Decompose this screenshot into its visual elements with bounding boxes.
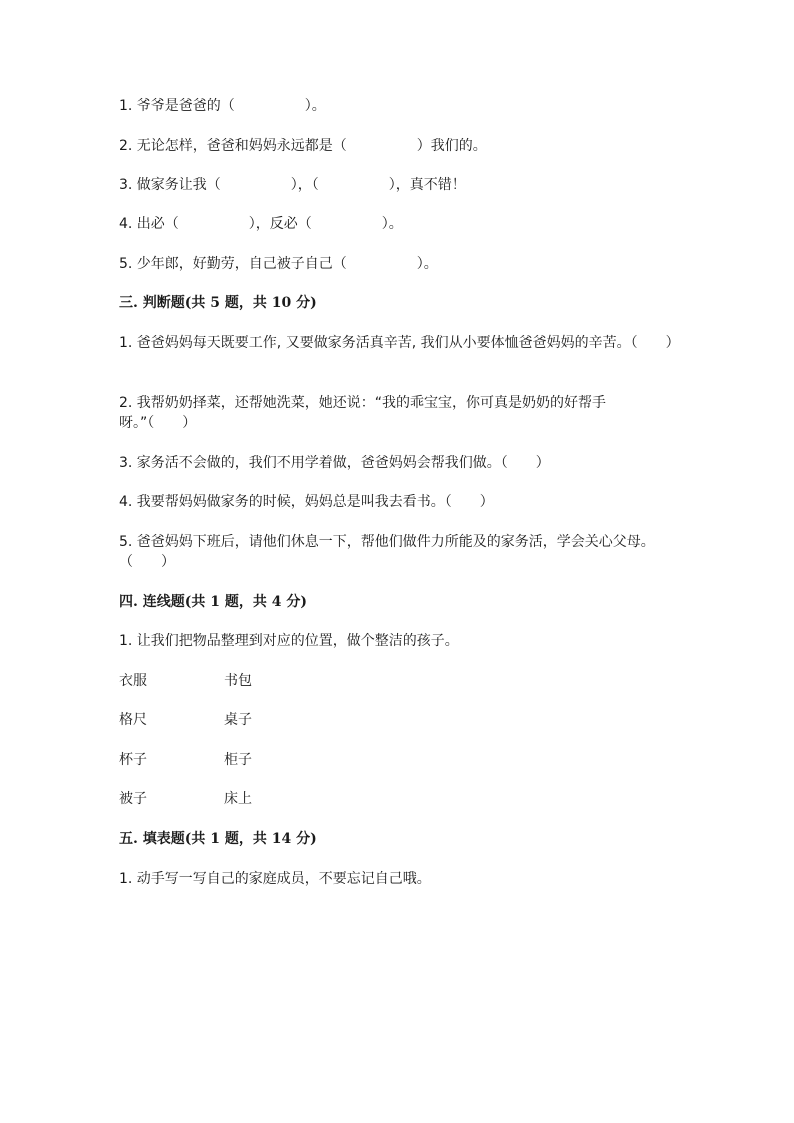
section-heading-matching: 四. 连线题(共 1 题，共 4 分): [119, 594, 307, 610]
section-heading-true-false: 三. 判断题(共 5 题，共 10 分): [119, 295, 317, 311]
fill-blank-question: 5. 少年郎，好勤劳，自己被子自己（ ）。: [119, 256, 438, 272]
fill-blank-question: 4. 出必（ ），反必（ ）。: [119, 216, 403, 232]
matching-left-item: 杯子: [119, 752, 147, 768]
matching-left-item: 格尺: [119, 712, 147, 728]
table-question: 1. 动手写一写自己的家庭成员，不要忘记自己哦。: [119, 871, 431, 887]
matching-question: 1. 让我们把物品整理到对应的位置，做个整洁的孩子。: [119, 633, 459, 649]
matching-right-item: 桌子: [224, 712, 252, 728]
fill-blank-question: 3. 做家务让我（ ），（ ），真不错！: [119, 177, 466, 193]
section-heading-table: 五. 填表题(共 1 题，共 14 分): [119, 831, 317, 847]
true-false-question: 4. 我要帮妈妈做家务的时候，妈妈总是叫我去看书。（ ）: [119, 494, 494, 510]
matching-right-item: 柜子: [224, 752, 252, 768]
true-false-question: 2. 我帮奶奶择菜，还帮她洗菜，她还说：“我的乖宝宝，你可真是奶奶的好帮手呀。”（ ）: [119, 395, 607, 431]
fill-blank-question: 2. 无论怎样，爸爸和妈妈永远都是（ ）我们的。: [119, 138, 487, 154]
matching-right-item: 床上: [224, 791, 252, 807]
matching-left-item: 被子: [119, 791, 147, 807]
matching-row: [119, 710, 676, 730]
matching-right-item: 书包: [224, 673, 252, 689]
fill-blank-question: 1. 爷爷是爸爸的（ ）。: [119, 98, 326, 114]
true-false-question: 1. 爸爸妈妈每天既要工作, 又要做家务活真辛苦, 我们从小要体恤爸爸妈妈的辛苦。（ ）: [119, 335, 680, 351]
matching-left-item: 衣服: [119, 673, 147, 689]
true-false-question: 5. 爸爸妈妈下班后，请他们休息一下，帮他们做件力所能及的家务活，学会关心父母。（ ）: [119, 534, 655, 570]
matching-row: [119, 789, 676, 809]
true-false-question: 3. 家务活不会做的，我们不用学着做，爸爸妈妈会帮我们做。（ ）: [119, 455, 550, 471]
matching-row: [119, 750, 676, 770]
matching-row: [119, 671, 676, 691]
